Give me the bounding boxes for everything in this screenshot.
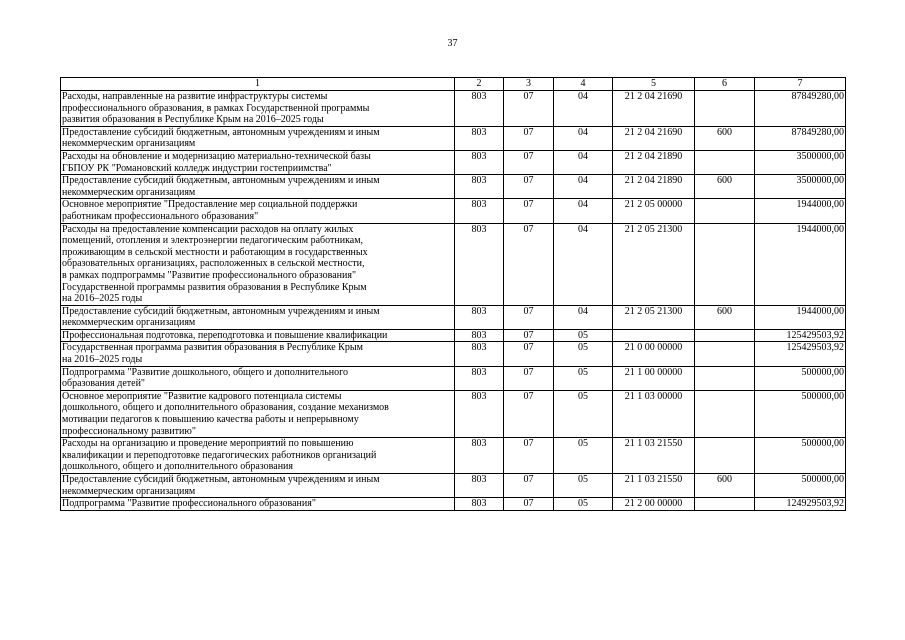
item-name-line: проживающим в сельской местности и работающим в государственных (62, 246, 368, 258)
expense-type-cell (695, 91, 755, 127)
item-name-cell (61, 175, 455, 199)
target-article-cell (613, 329, 695, 342)
section-code-cell: 07 (504, 175, 554, 199)
section-code-cell: 07 (504, 342, 554, 366)
item-name-line: Предоставление субсидий бюджетным, автономным учреждениям и иным (62, 305, 380, 317)
item-name-line: дошкольного, общего и дополнительного образования (62, 461, 294, 473)
item-name-line: Расходы на предоставление компенсации расходов на оплату жилых (62, 223, 354, 235)
header-cell-6: 6 (695, 78, 755, 91)
expense-type-cell: 600 (695, 305, 755, 329)
ministry-code-cell: 803 (455, 498, 504, 511)
table-row (61, 329, 846, 342)
item-name-line: в рамках подпрограммы "Развитие профессионального образования" (62, 269, 357, 281)
header-cell-7: 7 (755, 78, 846, 91)
item-name-line: Расходы на организацию и проведение мероприятий по повышению (62, 438, 354, 450)
header-cell-2: 2 (455, 78, 504, 91)
target-article-cell: 21 1 03 21550 (613, 474, 695, 498)
ministry-code-cell: 803 (455, 438, 504, 474)
header-cell-5: 5 (613, 78, 695, 91)
subsection-code-cell: 05 (554, 498, 613, 511)
amount-cell: 1944000,00 (755, 199, 846, 223)
subsection-code-cell: 05 (554, 474, 613, 498)
subsection-code-cell: 04 (554, 126, 613, 150)
header-cell-1: 1 (61, 78, 455, 91)
ministry-code-cell: 803 (455, 305, 504, 329)
item-name-cell (61, 126, 455, 150)
item-name-line: ГБПОУ РК "Романовский колледж индустрии гостеприимства" (62, 162, 332, 174)
ministry-code-cell: 803 (455, 390, 504, 437)
item-name-cell (61, 390, 455, 437)
table-row (61, 175, 846, 199)
item-name-line: на 2016–2025 годы (62, 354, 143, 366)
item-name-cell (61, 498, 455, 511)
subsection-code-cell: 05 (554, 390, 613, 437)
item-name-line: образования детей" (62, 378, 146, 390)
section-code-cell: 07 (504, 498, 554, 511)
amount-cell: 3500000,00 (755, 150, 846, 174)
amount-cell: 500000,00 (755, 366, 846, 390)
amount-cell: 125429503,92 (755, 342, 846, 366)
section-code-cell: 07 (504, 223, 554, 305)
table-row (61, 366, 846, 390)
budget-table (60, 77, 846, 511)
section-code-cell: 07 (504, 329, 554, 342)
target-article-cell: 21 2 05 00000 (613, 199, 695, 223)
item-name-line: мотивации педагогов к повышению качества работы и непрерывному (62, 414, 359, 426)
subsection-code-cell: 05 (554, 329, 613, 342)
item-name-line: профессиональному развитию" (62, 425, 196, 437)
item-name-line: некоммерческим организациям (62, 317, 196, 329)
ministry-code-cell: 803 (455, 474, 504, 498)
ministry-code-cell: 803 (455, 126, 504, 150)
expense-type-cell (695, 366, 755, 390)
amount-cell: 1944000,00 (755, 305, 846, 329)
item-name-line: некоммерческим организациям (62, 138, 196, 150)
item-name-line: профессионального образования, в рамках Государственной программы (62, 102, 370, 114)
item-name-line: развития образования в Республике Крым на 2016–2025 годы (62, 114, 324, 126)
item-name-cell (61, 150, 455, 174)
section-code-cell: 07 (504, 474, 554, 498)
amount-cell: 87849280,00 (755, 91, 846, 127)
section-code-cell: 07 (504, 199, 554, 223)
amount-cell: 87849280,00 (755, 126, 846, 150)
subsection-code-cell: 04 (554, 305, 613, 329)
item-name-line: Предоставление субсидий бюджетным, автономным учреждениям и иным (62, 175, 380, 187)
section-code-cell: 07 (504, 390, 554, 437)
table-row (61, 390, 846, 437)
page-number: 37 (447, 38, 458, 49)
item-name-line: Профессиональная подготовка, переподготовка и повышение квалификации (62, 329, 388, 341)
ministry-code-cell: 803 (455, 223, 504, 305)
table-row (61, 438, 846, 474)
subsection-code-cell: 05 (554, 438, 613, 474)
target-article-cell: 21 1 03 00000 (613, 390, 695, 437)
item-name-line: дошкольного, общего и дополнительного образования, создание механизмов (62, 402, 389, 414)
item-name-line: квалификации и переподготовке педагогических работников организаций (62, 449, 377, 461)
expense-type-cell: 600 (695, 126, 755, 150)
subsection-code-cell: 05 (554, 342, 613, 366)
table-row (61, 223, 846, 305)
item-name-line: на 2016–2025 годы (62, 293, 143, 305)
amount-cell: 3500000,00 (755, 175, 846, 199)
item-name-line: Предоставление субсидий бюджетным, автономным учреждениям и иным (62, 126, 380, 138)
item-name-cell (61, 438, 455, 474)
amount-cell: 500000,00 (755, 390, 846, 437)
item-name-line: помещений, отопления и электроэнергии педагогическим работникам, (62, 235, 364, 247)
item-name-cell (61, 329, 455, 342)
expense-type-cell: 600 (695, 175, 755, 199)
target-article-cell: 21 2 05 21300 (613, 223, 695, 305)
section-code-cell: 07 (504, 305, 554, 329)
item-name-line: некоммерческим организациям (62, 485, 196, 497)
expense-type-cell (695, 498, 755, 511)
item-name-line: Основное мероприятие "Развитие кадрового потенциала системы (62, 390, 342, 402)
expense-type-cell (695, 199, 755, 223)
table-row (61, 150, 846, 174)
subsection-code-cell: 04 (554, 199, 613, 223)
table-row (61, 126, 846, 150)
target-article-cell: 21 2 04 21690 (613, 91, 695, 127)
table-row (61, 305, 846, 329)
target-article-cell: 21 2 00 00000 (613, 498, 695, 511)
ministry-code-cell: 803 (455, 342, 504, 366)
expense-type-cell (695, 342, 755, 366)
amount-cell: 124929503,92 (755, 498, 846, 511)
expense-type-cell (695, 223, 755, 305)
item-name-line: Основное мероприятие "Предоставление мер социальной поддержки (62, 199, 358, 211)
item-name-line: Государственной программы развития образования в Республике Крым (62, 281, 367, 293)
item-name-cell (61, 223, 455, 305)
item-name-line: некоммерческим организациям (62, 186, 196, 198)
amount-cell: 1944000,00 (755, 223, 846, 305)
header-cell-3: 3 (504, 78, 554, 91)
expense-type-cell: 600 (695, 474, 755, 498)
section-code-cell: 07 (504, 91, 554, 127)
item-name-line: образовательных организациях, расположенных в сельской местности, (62, 258, 365, 270)
ministry-code-cell: 803 (455, 150, 504, 174)
item-name-line: Подпрограмма "Развитие дошкольного, общего и дополнительного (62, 366, 348, 378)
ministry-code-cell: 803 (455, 199, 504, 223)
subsection-code-cell: 04 (554, 91, 613, 127)
target-article-cell: 21 0 00 00000 (613, 342, 695, 366)
section-code-cell: 07 (504, 150, 554, 174)
target-article-cell: 21 2 04 21890 (613, 150, 695, 174)
ministry-code-cell: 803 (455, 91, 504, 127)
item-name-line: Государственная программа развития образования в Республике Крым (62, 342, 363, 354)
expense-type-cell (695, 438, 755, 474)
item-name-line: работникам профессионального образования" (62, 210, 259, 222)
amount-cell: 500000,00 (755, 474, 846, 498)
subsection-code-cell: 04 (554, 223, 613, 305)
target-article-cell: 21 1 00 00000 (613, 366, 695, 390)
item-name-cell (61, 342, 455, 366)
item-name-cell (61, 199, 455, 223)
expense-type-cell (695, 150, 755, 174)
table-row (61, 199, 846, 223)
section-code-cell: 07 (504, 366, 554, 390)
item-name-line: Подпрограмма "Развитие профессионального образования" (62, 498, 316, 510)
target-article-cell: 21 2 04 21690 (613, 126, 695, 150)
expense-type-cell (695, 390, 755, 437)
ministry-code-cell: 803 (455, 366, 504, 390)
subsection-code-cell: 04 (554, 150, 613, 174)
section-code-cell: 07 (504, 438, 554, 474)
table-row (61, 91, 846, 127)
target-article-cell: 21 1 03 21550 (613, 438, 695, 474)
ministry-code-cell: 803 (455, 175, 504, 199)
header-cell-4: 4 (554, 78, 613, 91)
expense-type-cell (695, 329, 755, 342)
item-name-line: Предоставление субсидий бюджетным, автономным учреждениям и иным (62, 474, 380, 485)
table-row (61, 498, 846, 511)
item-name-line: Расходы на обновление и модернизацию материально-технической базы (62, 150, 371, 162)
amount-cell: 500000,00 (755, 438, 846, 474)
subsection-code-cell: 05 (554, 366, 613, 390)
section-code-cell: 07 (504, 126, 554, 150)
subsection-code-cell: 04 (554, 175, 613, 199)
item-name-line: Расходы, направленные на развитие инфраструктуры системы (62, 91, 328, 102)
table-row (61, 342, 846, 366)
target-article-cell: 21 2 04 21890 (613, 175, 695, 199)
item-name-cell (61, 474, 455, 498)
item-name-cell (61, 91, 455, 127)
item-name-cell (61, 305, 455, 329)
target-article-cell: 21 2 05 21300 (613, 305, 695, 329)
ministry-code-cell: 803 (455, 329, 504, 342)
amount-cell: 125429503,92 (755, 329, 846, 342)
table-row (61, 474, 846, 498)
table-header-row (61, 78, 846, 91)
item-name-cell (61, 366, 455, 390)
